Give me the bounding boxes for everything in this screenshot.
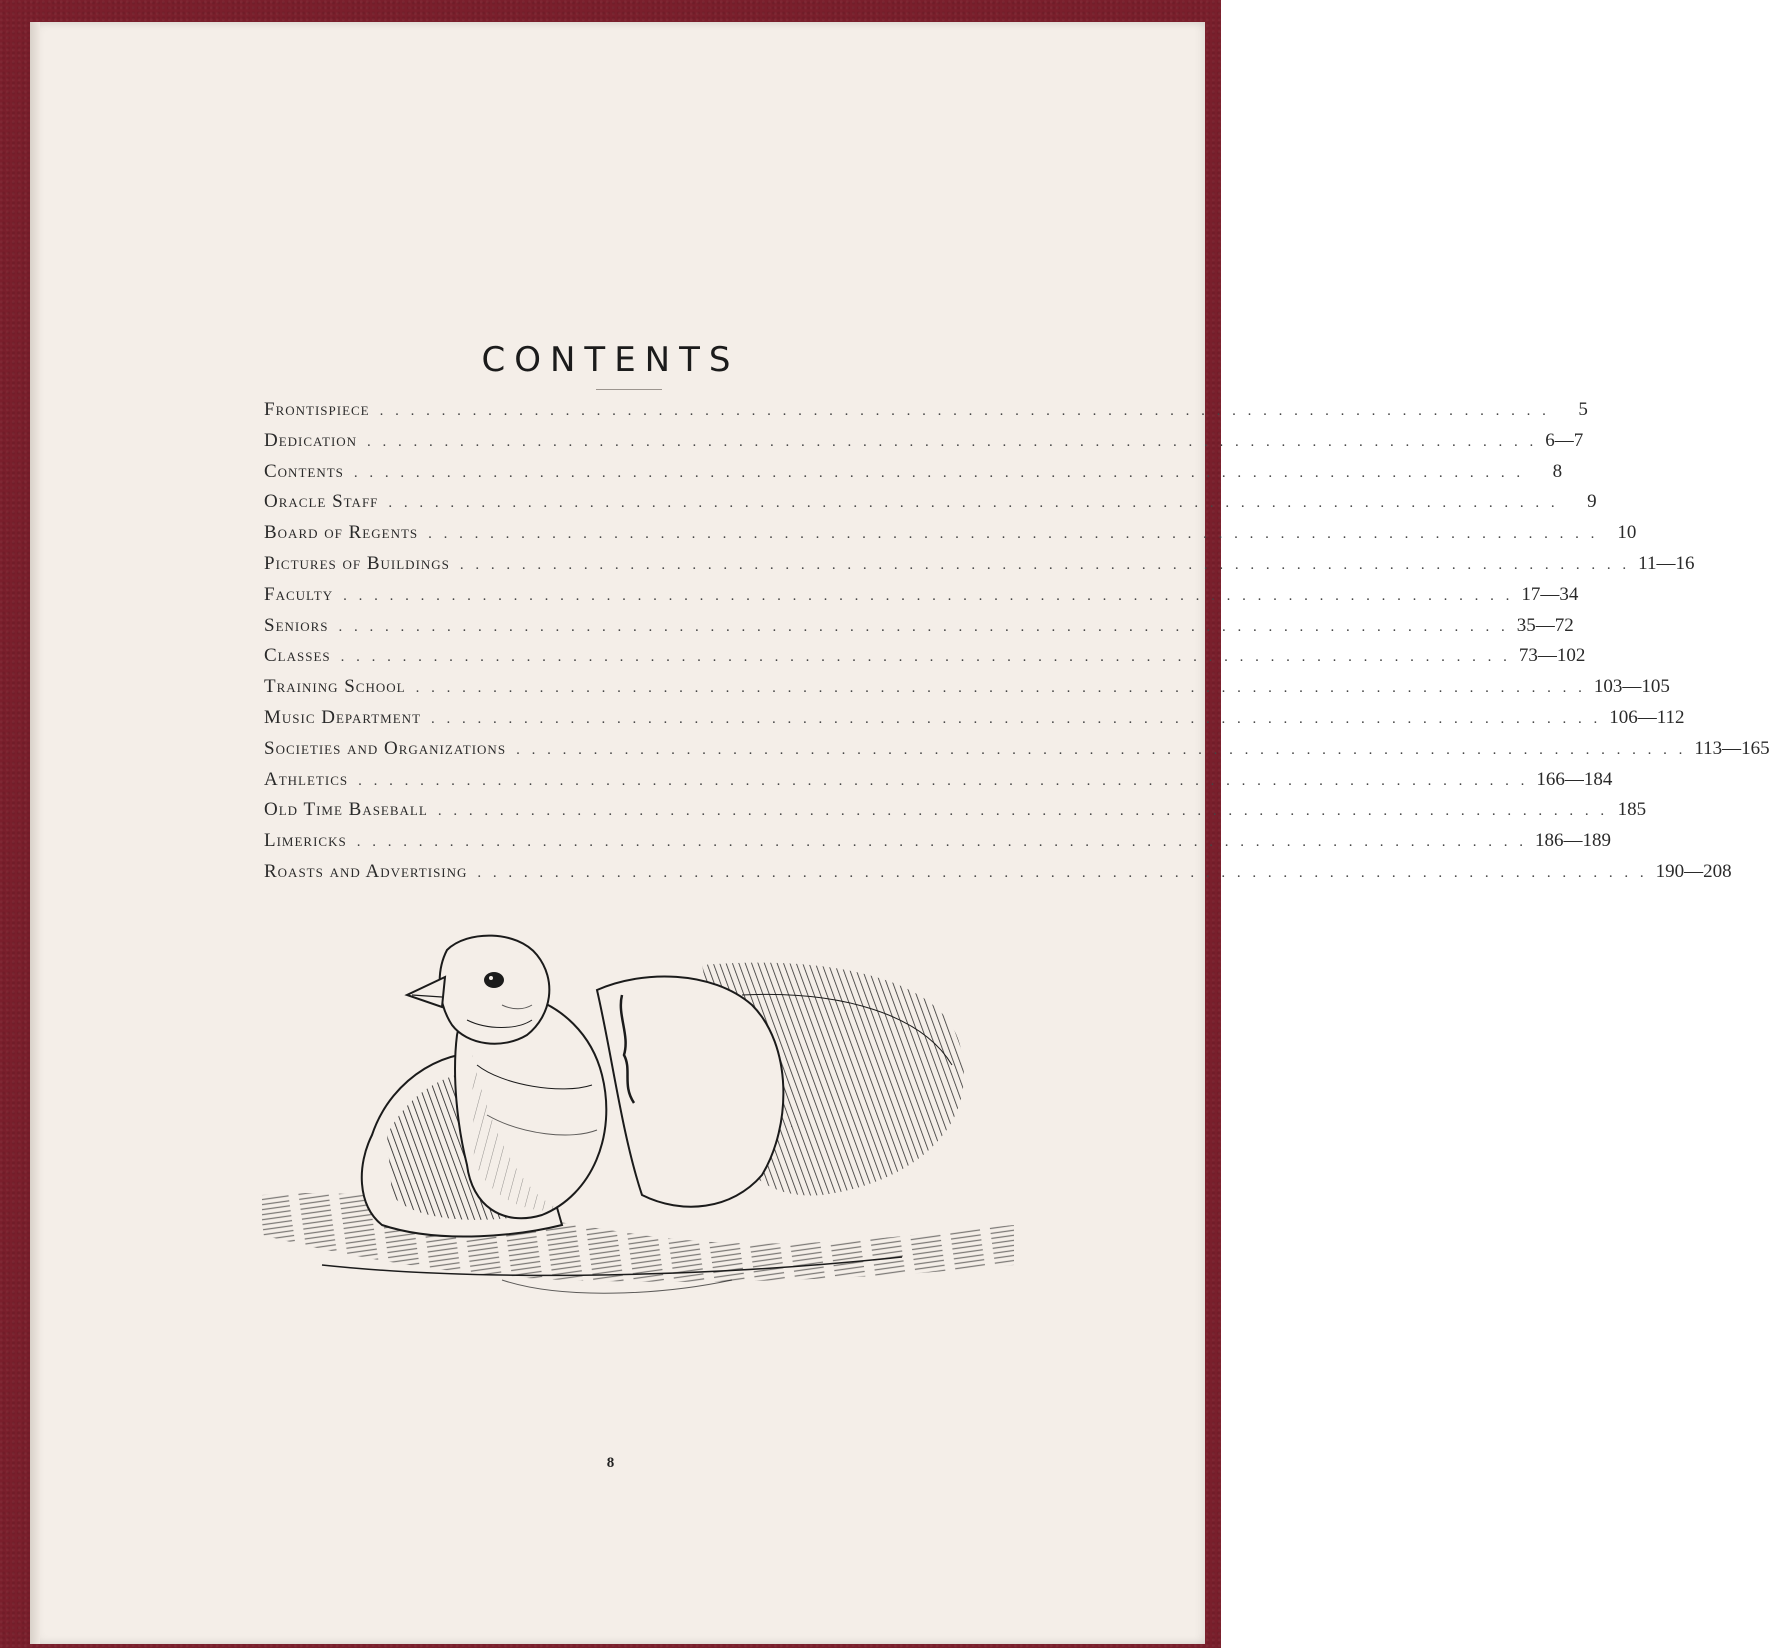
toc-entry-page: 113—165 [1694, 737, 1770, 759]
toc-entry [264, 645, 1586, 676]
page-number: 8 [606, 1455, 615, 1471]
toc-leader-dots: . . . . . . . . . . . . . . . . . . . . . . . . . . . . . . . . . . . . . . . . . . . . . . . . . . . . . . . . . . . . . . . . . . . . . . . . . . . . [338, 618, 1509, 635]
toc-entry-label: Music Department [264, 706, 422, 728]
toc-entry-page: 186—189 [1534, 830, 1611, 852]
toc-entry [264, 860, 1732, 892]
toc-entry-page: 6—7 [1545, 429, 1584, 451]
toc-entry-page: 106—112 [1609, 706, 1685, 728]
toc-leader-dots: . . . . . . . . . . . . . . . . . . . . . . . . . . . . . . . . . . . . . . . . . . . . . . . . . . . . . . . . . . . . . . . . . . . . . . . . . . . . [415, 680, 1586, 697]
toc-entry-page: 9 [1587, 491, 1597, 513]
hatching-chick-icon [262, 935, 1014, 1345]
toc-entry [264, 429, 1584, 461]
toc-entry [264, 706, 1685, 738]
toc-entry-page: 17—34 [1521, 583, 1579, 605]
toc-leader-dots: . . . . . . . . . . . . . . . . . . . . . . . . . . . . . . . . . . . . . . . . . . . . . . . . . . . . . . . . . . . . . . . . . . . . . . . . . . . . [358, 772, 1529, 789]
page-title: CONTENTS [481, 340, 740, 380]
toc-entry-page: 103—105 [1593, 676, 1670, 698]
toc-leader-dots: . . . . . . . . . . . . . . . . . . . . . . . . . . . . . . . . . . . . . . . . . . . . . . . . . . . . . . . . . . . . . . . . . . . . . . . . . . . . [428, 526, 1599, 543]
toc-entry [264, 799, 1647, 830]
toc-leader-dots: . . . . . . . . . . . . . . . . . . . . . . . . . . . . . . . . . . . . . . . . . . . . . . . . . . . . . . . . . . . . . . . . . . . . . . . . . . . . [379, 403, 1550, 419]
toc-entry [264, 614, 1574, 646]
toc-entry [264, 583, 1579, 615]
toc-leader-dots: . . . . . . . . . . . . . . . . . . . . . . . . . . . . . . . . . . . . . . . . . . . . . . . . . . . . . . . . . . . . . . . . . . . . . . . . . . . . [356, 834, 1527, 851]
toc-entry [264, 830, 1611, 861]
toc-leader-dots: . . . . . . . . . . . . . . . . . . . . . . . . . . . . . . . . . . . . . . . . . . . . . . . . . . . . . . . . . . . . . . . . . . . . . . . . . . . . [340, 649, 1511, 666]
toc-leader-dots: . . . . . . . . . . . . . . . . . . . . . . . . . . . . . . . . . . . . . . . . . . . . . . . . . . . . . . . . . . . . . . . . . . . . . . . . . . . . [459, 556, 1631, 573]
toc-entry-label: Seniors [264, 614, 329, 636]
toc-entry-page: 11—16 [1638, 552, 1695, 574]
toc-entry-label: Athletics [264, 768, 349, 790]
toc-entry-label: Classes [264, 645, 331, 667]
toc-entry-label: Faculty [264, 583, 334, 605]
toc-entry-label: Frontispiece [264, 399, 370, 420]
toc-leader-dots: . . . . . . . . . . . . . . . . . . . . . . . . . . . . . . . . . . . . . . . . . . . . . . . . . . . . . . . . . . . . . . . . . . . . . . . . . . . . [516, 741, 1687, 758]
toc-entry-page: 8 [1552, 460, 1563, 482]
toc-entry-label: Pictures of Buildings [264, 552, 450, 574]
title-divider [596, 389, 662, 390]
toc-entry [264, 768, 1613, 800]
toc-leader-dots: . . . . . . . . . . . . . . . . . . . . . . . . . . . . . . . . . . . . . . . . . . . . . . . . . . . . . . . . . . . . . . . . . . . . . . . . . . . . [388, 495, 1559, 512]
toc-entry-page: 5 [1578, 399, 1588, 420]
toc-entry [264, 460, 1563, 492]
toc-entry [264, 676, 1670, 707]
toc-entry-label: Training School [264, 676, 406, 698]
toc-entry-label: Roasts and Advertising [264, 860, 468, 882]
toc-leader-dots: . . . . . . . . . . . . . . . . . . . . . . . . . . . . . . . . . . . . . . . . . . . . . . . . . . . . . . . . . . . . . . . . . . . . . . . . . . . . [477, 864, 1648, 881]
toc-entry [264, 737, 1770, 769]
toc-leader-dots: . . . . . . . . . . . . . . . . . . . . . . . . . . . . . . . . . . . . . . . . . . . . . . . . . . . . . . . . . . . . . . . . . . . . . . . . . . . . [367, 433, 1538, 450]
table-of-contents [264, 399, 1770, 892]
toc-entry-page: 35—72 [1516, 614, 1574, 636]
toc-entry-page: 185 [1617, 799, 1647, 821]
toc-leader-dots: . . . . . . . . . . . . . . . . . . . . . . . . . . . . . . . . . . . . . . . . . . . . . . . . . . . . . . . . . . . . . . . . . . . . . . . . . . . . [431, 710, 1602, 727]
toc-entry-label: Oracle Staff [264, 491, 379, 513]
toc-entry [264, 491, 1597, 522]
toc-entry-page: 190—208 [1655, 860, 1732, 882]
page-gutter [30, 22, 40, 1644]
toc-entry-label: Limericks [264, 830, 347, 852]
toc-entry [264, 522, 1637, 553]
toc-entry-label: Dedication [264, 429, 358, 451]
toc-entry-label: Board of Regents [264, 522, 419, 544]
toc-entry [264, 399, 1588, 430]
toc-entry-label: Societies and Organizations [264, 737, 507, 759]
toc-entry [264, 552, 1695, 584]
toc-entry-label: Contents [264, 460, 344, 482]
toc-entry-page: 73—102 [1518, 645, 1586, 667]
toc-leader-dots: . . . . . . . . . . . . . . . . . . . . . . . . . . . . . . . . . . . . . . . . . . . . . . . . . . . . . . . . . . . . . . . . . . . . . . . . . . . . [353, 464, 1525, 481]
toc-entry-label: Old Time Baseball [264, 799, 428, 821]
toc-leader-dots: . . . . . . . . . . . . . . . . . . . . . . . . . . . . . . . . . . . . . . . . . . . . . . . . . . . . . . . . . . . . . . . . . . . . . . . . . . . . [343, 587, 1514, 604]
toc-leader-dots: . . . . . . . . . . . . . . . . . . . . . . . . . . . . . . . . . . . . . . . . . . . . . . . . . . . . . . . . . . . . . . . . . . . . . . . . . . . . [437, 803, 1609, 820]
toc-entry-page: 166—184 [1536, 768, 1613, 790]
toc-entry-page: 10 [1617, 522, 1637, 544]
